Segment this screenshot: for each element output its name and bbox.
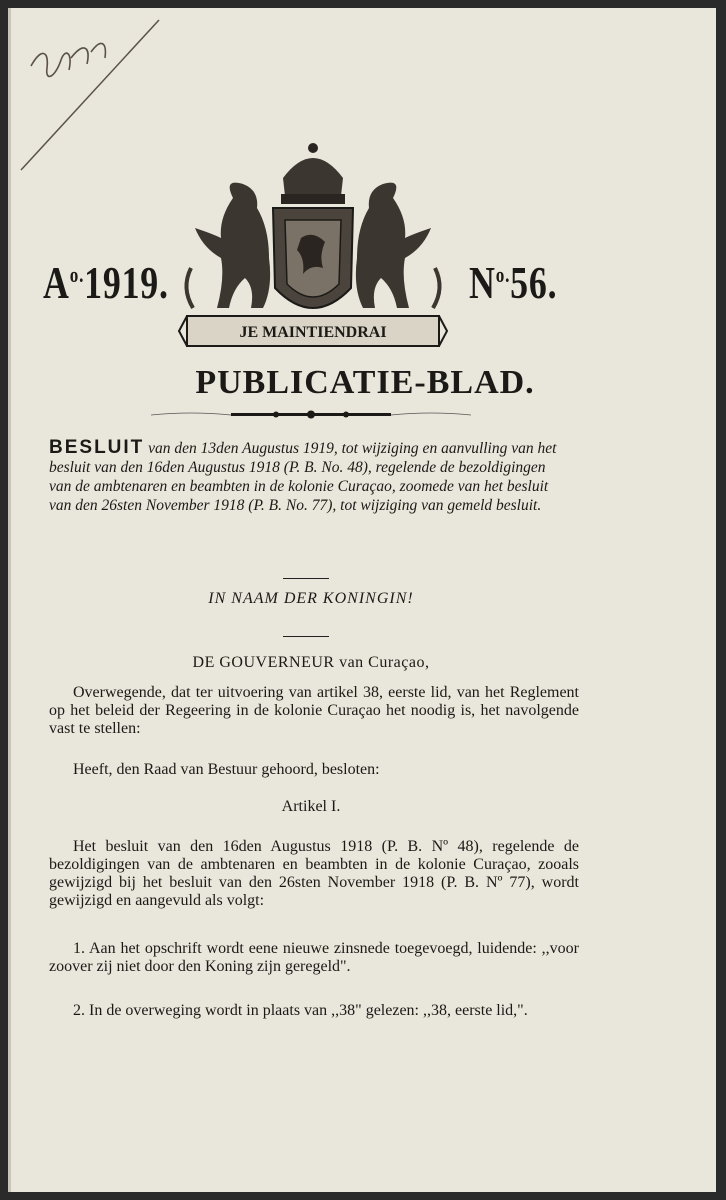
page-title: PUBLICATIE-BLAD. — [195, 364, 535, 401]
besluit-heading — [49, 438, 569, 515]
artikel-item-2: 2. In de overweging wordt in plaats van ,,38" gelezen: ,,38, eerste lid,". — [73, 1002, 528, 1019]
artikel-intro: Het besluit van den 16den Augustus 1918 (P. B. Nº 48), regelende de bezoldigingen van de ambtenaren en beambten in de kolonie Curaçao, zooals gewijzigd bij het besluit van den 26sten November 1918 (P. B. Nº 77), wordt gewijzigd en aangevuld als volgt: — [49, 838, 579, 909]
year-sup: o. — [69, 262, 85, 287]
divider-1 — [283, 578, 329, 579]
number-value: 56. — [510, 257, 558, 308]
ornament-divider — [151, 403, 471, 423]
gouverneur-line: DE GOUVERNEUR van Curaçao, — [192, 654, 430, 671]
number-sup: o. — [495, 262, 511, 287]
artikel-title: Artikel I. — [281, 798, 341, 815]
besluit-text: van den 13den Augustus 1919, tot wijziging en aanvulling van het besluit van den 16den Augustus 1918 (P. B. No. 48), regelende de bezoldigingen van de ambtenaren en beambten in de kolonie Curaçao, zoomede van het besluit van den 26sten November 1918 (P. B. No. 77), tot wijziging van gemeld besluit. — [49, 440, 557, 514]
handwritten-mark — [11, 8, 191, 188]
heeft-paragraph: Heeft, den Raad van Bestuur gehoord, besloten: — [73, 761, 380, 778]
year-value: 1919. — [84, 257, 169, 308]
year-prefix: A — [43, 257, 70, 308]
naam-der-koningin: IN NAAM DER KONINGIN! — [208, 590, 414, 607]
year-label — [43, 256, 169, 309]
divider-2 — [283, 636, 329, 637]
document-page — [8, 8, 716, 1192]
artikel-item-1: 1. Aan het opschrift wordt eene nieuwe zinsnede toegevoegd, luidende: ,,voor zoover zij niet door den Koning zijn geregeld". — [49, 940, 579, 975]
crest-motto: JE MAINTIENDRAI — [239, 324, 387, 341]
overwegende-paragraph: Overwegende, dat ter uitvoering van artikel 38, eerste lid, van het Reglement op het beleid der Regeering in de kolonie Curaçao het noodig is, het navolgende vast te stellen: — [49, 684, 579, 737]
coat-of-arms-icon — [173, 138, 453, 358]
besluit-lead: BESLUIT — [49, 437, 145, 458]
number-prefix: N — [469, 257, 496, 308]
number-label — [469, 256, 557, 309]
